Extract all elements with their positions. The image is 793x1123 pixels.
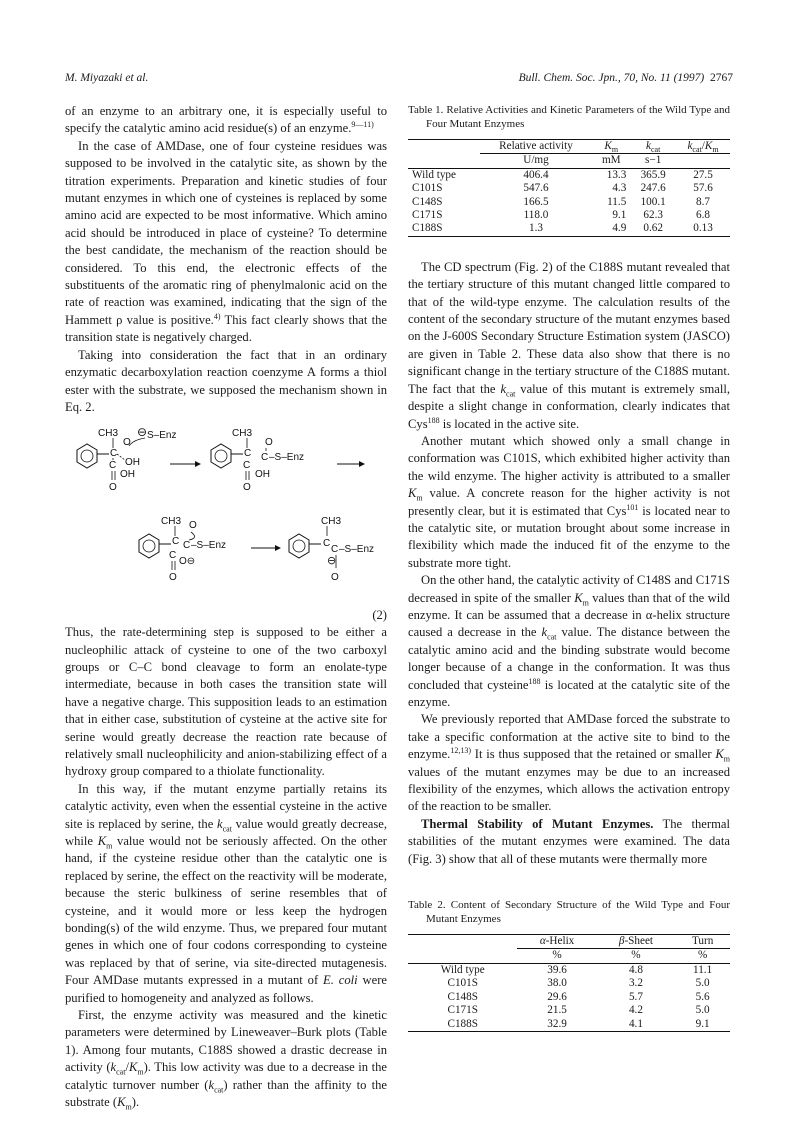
right-column [408, 103, 730, 1032]
svg-text:O: O [169, 572, 177, 584]
svg-text:O: O [123, 437, 131, 449]
anion-charge: ⊖ [137, 425, 148, 440]
table-row: Wild type 39.6 4.8 11.1 [440, 963, 713, 976]
table-header: $k_{cat}$ [630, 140, 676, 154]
table-row: C101S 38.0 3.2 5.0 [447, 977, 710, 990]
svg-text:CH3: CH3 [161, 516, 182, 528]
svg-text:O: O [243, 482, 251, 494]
journal-citation: Bull. Chem. Soc. Jpn., 70, No. 11 (1997) [518, 72, 705, 84]
section-heading: Thermal Stability of Mutant Enzymes. [421, 816, 654, 831]
table-row: C188S 1.3 4.9 0.62 0.13 [408, 222, 730, 236]
svg-text:CH3: CH3 [232, 428, 253, 440]
svg-text:O: O [109, 482, 117, 494]
table-header: $k_{cat}/K_m$ [676, 140, 730, 154]
paragraph: We previously reported that AMDase forced the substrate to take a specific conformation at the active site to bind to the enzyme.$^{12,13)}$ It is thus supposed that the retained or smaller $K_m$ values of the mutant enzymes may be due to an increased flexibility of the enzymes, which allows the activation entropy of the reaction to be smaller. [408, 712, 730, 814]
svg-text:C: C [244, 448, 252, 460]
svg-text:C: C [172, 536, 180, 548]
table-unit: U/mg [480, 154, 593, 168]
page-number: 2767 [710, 72, 733, 84]
paragraph: Thus, the rate-determining step is supposed to be either a nucleophilic attack of cysteine to one of the two carboxyl groups or C–C bond cleavage to form an enolate-type intermediate, because in both cases the transition state will have a negative charge. This supposition leads to an estimation that in either case, substitution of cysteine at the active site for serine would greatly decrease the reaction rate because of relatively small nucleophilicity and anion-stabilizing effect of a hydroxy group compared to a thiolate functionality. [65, 625, 387, 779]
svg-text:O: O [331, 572, 339, 584]
running-header-journal [519, 72, 733, 84]
table-row: Wild type 406.4 13.3 365.9 27.5 [412, 168, 713, 181]
paragraph: In the case of AMDase, one of four cysteine residues was supposed to be involved in the catalytic site, as shown by the titration experiments. Preparation and kinetic studies of four mutant enzymes in which one of cysteines is replaced by some amino acid are expected to be most informative. Which amino acid should be introduced in place of cysteine? To determine the best candidate, the mechanism of the reaction should be considered. To this end, the electronic effects of the substituents of the aromatic ring of phenylmalonic acid on the rate of reaction was examined, indicating that the sign of the Hammett ρ value is positive.$^{4)}$ This fact clearly shows that the transition state is negatively charged. [65, 138, 387, 345]
running-header-authors: M. Miyazaki et al. [65, 72, 149, 84]
table-row: C188S 32.9 4.1 9.1 [408, 1018, 730, 1032]
table-row: C171S 21.5 4.2 5.0 [447, 1004, 710, 1017]
paragraph: Thermal Stability of Mutant Enzymes. The thermal stabilities of the mutant enzymes were examined. The data (Fig. 3) show that all of these mutants were thermally more [408, 816, 730, 866]
svg-text:C: C [110, 448, 118, 460]
table-unit: % [597, 949, 676, 963]
table-header: α-Helix [517, 935, 596, 949]
svg-text:C: C [109, 460, 117, 472]
structure-1 [77, 425, 176, 493]
equation-number: (2) [372, 607, 387, 622]
table-2 [408, 934, 730, 1032]
svg-text:OH: OH [255, 469, 270, 481]
table-unit: % [675, 949, 730, 963]
svg-text:C: C [331, 544, 339, 556]
table-1 [408, 139, 730, 237]
svg-text:OH: OH [125, 457, 140, 469]
table-unit: % [517, 949, 596, 963]
svg-text:C: C [323, 538, 331, 550]
svg-text:–S–Enz: –S–Enz [269, 452, 305, 464]
paragraph: Another mutant which showed only a small change in conformation was C101S, which exhibited higher activity than the wild enzyme. The higher activity is attributed to a smaller $K_m$ value. A concrete reason for the higher activity is not presently clear, but it is estimated that Cys$^{101}$ is located near to the catalytic site, or mutation brought about some increase in flexibility which made the induced fit of the enzyme to the substrate more tight. [408, 433, 730, 570]
svg-text:O: O [189, 520, 197, 532]
table-1-caption: Table 1. Relative Activities and Kinetic Parameters of the Wild Type and Four Mutant Enzymes [408, 104, 730, 130]
paragraph: Taking into consideration the fact that in an ordinary enzymatic decarboxylation reaction coenzyme A forms a thiol ester with the substrate, we supposed the mechanism shown in Eq. 2. [65, 347, 387, 414]
table-header: Relative activity [480, 140, 593, 154]
table-header: Turn [675, 935, 730, 949]
svg-text:C: C [169, 550, 177, 562]
methyl-label: CH3 [98, 428, 119, 440]
table-header: β-Sheet [597, 935, 676, 949]
structure-4 [289, 516, 374, 583]
svg-text:CH3: CH3 [321, 516, 342, 528]
enzyme-thiolate-label: S–Enz [147, 430, 177, 442]
left-column [65, 103, 387, 1112]
paragraph: The CD spectrum (Fig. 2) of the C188S mutant revealed that the tertiary structure of this mutant changed little compared to that of the wild-type enzyme. The calculation results of the content of the secondary structure of the mutant enzymes based on the J-600S Secondary Structure Estimation system (JASCO) are given in Table 2. These data also show that there is no significant change in the tertiary structure of the C188S mutant. The fact that the $k_{cat}$ value of this mutant is extremely small, despite a slight change in conformation, clearly indicates that Cys$^{188}$ is located in the active site. [408, 259, 730, 431]
table-unit [676, 154, 730, 168]
svg-text:O: O [265, 437, 273, 449]
structure-3 [139, 516, 226, 583]
paragraph: of an enzyme to an arbitrary one, it is especially useful to specify the catalytic amino acid residue(s) of an enzyme.$^{9—11)}$ [65, 104, 387, 136]
svg-text:OH: OH [120, 469, 135, 481]
svg-text:–S–Enz: –S–Enz [191, 540, 227, 552]
table-row: C148S 29.6 5.7 5.6 [447, 990, 710, 1003]
paragraph: First, the enzyme activity was measured and the kinetic parameters were determined by Lineweaver–Burk plots (Table 1). Among four mutants, C188S showed a drastic decrease in activity $(k_{cat}/K_m)$. This low activity was due to a decrease in the catalytic turnover number $(k_{cat})$ rather than the affinity to the substrate $(K_m)$. [65, 1008, 387, 1112]
reference: 12,13) [450, 746, 471, 756]
reference: 4) [213, 311, 221, 321]
structure-2 [211, 428, 304, 493]
svg-text:C: C [183, 540, 191, 552]
table-2-caption: Table 2. Content of Secondary Structure of the Wild Type and Four Mutant Enzymes [408, 899, 730, 926]
table-unit: s−1 [630, 154, 676, 168]
table-row: C101S 547.6 4.3 247.6 57.6 [412, 182, 713, 195]
svg-text:C: C [261, 452, 269, 464]
svg-text:⊖: ⊖ [327, 555, 337, 568]
table-header: $K_m$ [592, 140, 630, 154]
paragraph: On the other hand, the catalytic activity of C148S and C171S decreased in spite of the smaller $K_m$ values than that of the wild enzyme. It can be assumed that a decrease in α-helix structure caused a decrease in the $k_{cat}$ value. The distance between the catalytic amino acid and the binding substrate would become longer because of a change in the conformation. It was thus concluded that cysteine$^{188}$ is located at the catalytic site of the enzyme. [408, 573, 731, 709]
reference: 9—11) [351, 120, 374, 130]
table-row: C171S 118.0 9.1 62.3 6.8 [412, 209, 710, 222]
table-unit: mM [592, 154, 630, 168]
paragraph: In this way, if the mutant enzyme partially retains its catalytic activity, even when the essential cysteine in the active site is replaced by serine, the $k_{cat}$ value would greatly decrease, while $K_m$ value would not be seriously affected. On the other hand, if the cysteine residue other than the catalytic one is replaced by serine, the effect on the reactivity will be moderate, because the steric bulkiness of serine resembles that of cysteine, and it would more or less keep the hydrogen bonding(s) of the wild enzyme. Thus, we prepared four mutant genes in which one of four codons corresponding to cysteine was replaced by that of serine, via site-directed mutagenesis. Four AMDase mutants expressed in a mutant of E. coli were purified to homogeneity and analyzed as follows. [65, 781, 388, 1005]
svg-text:–S–Enz: –S–Enz [339, 544, 375, 556]
reaction-scheme [65, 424, 387, 599]
svg-text:O⊖: O⊖ [179, 556, 196, 568]
table-row: C148S 166.5 11.5 100.1 8.7 [412, 195, 710, 208]
svg-text:C: C [243, 460, 251, 472]
